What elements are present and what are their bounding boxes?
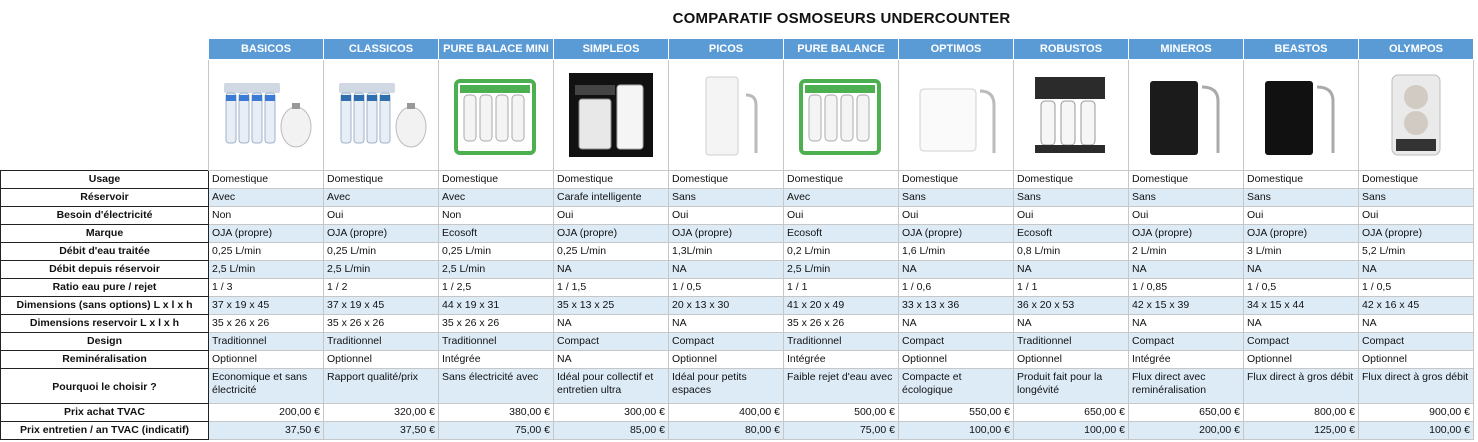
row-label: Débit depuis réservoir — [1, 261, 209, 279]
table-cell: NA — [669, 261, 784, 279]
table-cell: Oui — [669, 207, 784, 225]
product-image-row — [1, 60, 1474, 171]
table-cell: NA — [554, 351, 669, 369]
table-cell: Optionnel — [899, 351, 1014, 369]
beastos-unit — [1244, 60, 1358, 170]
model-header: SIMPLEOS — [554, 39, 669, 60]
table-cell: 0,25 L/min — [439, 243, 554, 261]
table-cell: NA — [1014, 315, 1129, 333]
comparison-table — [0, 38, 1474, 440]
table-cell: NA — [554, 261, 669, 279]
table-cell: 380,00 € — [439, 404, 554, 422]
table-cell: 35 x 26 x 26 — [784, 315, 899, 333]
table-cell: Domestique — [1244, 171, 1359, 189]
table-cell: Avec — [209, 189, 324, 207]
table-cell: Compacte et écologique — [899, 369, 1014, 404]
table-cell: 80,00 € — [669, 422, 784, 440]
table-cell: 400,00 € — [669, 404, 784, 422]
table-cell: Non — [439, 207, 554, 225]
product-image-cell — [1244, 60, 1359, 171]
table-cell: NA — [1014, 261, 1129, 279]
table-cell: 900,00 € — [1359, 404, 1474, 422]
product-image-cell — [1129, 60, 1244, 171]
row-label: Prix entretien / an TVAC (indicatif) — [1, 422, 209, 440]
table-cell: 85,00 € — [554, 422, 669, 440]
table-cell: Sans électricité avec — [439, 369, 554, 404]
table-row — [1, 279, 1474, 297]
table-cell: OJA (propre) — [899, 225, 1014, 243]
model-header: ROBUSTOS — [1014, 39, 1129, 60]
table-cell: 100,00 € — [1359, 422, 1474, 440]
table-cell: Sans — [1244, 189, 1359, 207]
table-row — [1, 315, 1474, 333]
table-cell: Oui — [1359, 207, 1474, 225]
table-cell: 3 L/min — [1244, 243, 1359, 261]
table-cell: Intégrée — [1129, 351, 1244, 369]
table-cell: Sans — [669, 189, 784, 207]
table-cell: 2 L/min — [1129, 243, 1244, 261]
table-cell: Oui — [554, 207, 669, 225]
model-header: OLYMPOS — [1359, 39, 1474, 60]
table-row — [1, 297, 1474, 315]
table-cell: Flux direct à gros débit — [1244, 369, 1359, 404]
table-cell: 200,00 € — [209, 404, 324, 422]
table-cell: Oui — [784, 207, 899, 225]
table-cell: Optionnel — [324, 351, 439, 369]
table-cell: Optionnel — [669, 351, 784, 369]
table-cell: 35 x 26 x 26 — [439, 315, 554, 333]
table-cell: 1,6 L/min — [899, 243, 1014, 261]
row-label: Design — [1, 333, 209, 351]
table-cell: Traditionnel — [439, 333, 554, 351]
table-cell: 34 x 15 x 44 — [1244, 297, 1359, 315]
table-cell: 5,2 L/min — [1359, 243, 1474, 261]
table-cell: Idéal pour collectif et entretien ultra — [554, 369, 669, 404]
table-cell: Domestique — [1014, 171, 1129, 189]
table-cell: 35 x 26 x 26 — [209, 315, 324, 333]
table-row — [1, 225, 1474, 243]
table-cell: Sans — [1129, 189, 1244, 207]
table-cell: 320,00 € — [324, 404, 439, 422]
table-cell: Faible rejet d'eau avec — [784, 369, 899, 404]
table-cell: Intégrée — [784, 351, 899, 369]
table-cell: 42 x 16 x 45 — [1359, 297, 1474, 315]
table-cell: 1 / 0,85 — [1129, 279, 1244, 297]
table-cell: 2,5 L/min — [324, 261, 439, 279]
table-cell: 41 x 20 x 49 — [784, 297, 899, 315]
table-cell: NA — [554, 315, 669, 333]
table-cell: Flux direct à gros débit — [1359, 369, 1474, 404]
table-cell: NA — [1129, 315, 1244, 333]
table-cell: Non — [209, 207, 324, 225]
table-cell: 100,00 € — [1014, 422, 1129, 440]
table-cell: Ecosoft — [439, 225, 554, 243]
table-cell: 44 x 19 x 31 — [439, 297, 554, 315]
table-cell: 20 x 13 x 30 — [669, 297, 784, 315]
table-row — [1, 369, 1474, 404]
table-cell: Compact — [899, 333, 1014, 351]
table-cell: Optionnel — [1244, 351, 1359, 369]
table-cell: Optionnel — [1359, 351, 1474, 369]
table-cell: Domestique — [784, 171, 899, 189]
table-cell: 36 x 20 x 53 — [1014, 297, 1129, 315]
table-cell: Economique et sans électricité — [209, 369, 324, 404]
table-cell: 75,00 € — [439, 422, 554, 440]
table-row — [1, 422, 1474, 440]
table-cell: Compact — [1244, 333, 1359, 351]
table-cell: 650,00 € — [1014, 404, 1129, 422]
table-cell: Domestique — [324, 171, 439, 189]
product-image-cell — [209, 60, 324, 171]
table-cell: 125,00 € — [1244, 422, 1359, 440]
picos-unit — [669, 60, 783, 170]
product-image-cell — [1359, 60, 1474, 171]
table-cell: Avec — [439, 189, 554, 207]
table-cell: 1 / 1,5 — [554, 279, 669, 297]
table-cell: NA — [899, 261, 1014, 279]
table-cell: 1 / 1 — [784, 279, 899, 297]
image-row-spacer — [1, 60, 209, 171]
table-cell: Avec — [784, 189, 899, 207]
olympos-unit — [1359, 60, 1473, 170]
table-cell: Sans — [1014, 189, 1129, 207]
table-cell: NA — [1244, 315, 1359, 333]
product-image-cell — [554, 60, 669, 171]
row-label: Pourquoi le choisir ? — [1, 369, 209, 404]
table-cell: Optionnel — [1014, 351, 1129, 369]
row-label: Usage — [1, 171, 209, 189]
table-cell: Produit fait pour la longévité — [1014, 369, 1129, 404]
table-cell: 1 / 0,6 — [899, 279, 1014, 297]
table-cell: 0,2 L/min — [784, 243, 899, 261]
row-label: Débit d'eau traitée — [1, 243, 209, 261]
table-cell: 800,00 € — [1244, 404, 1359, 422]
table-cell: 0,8 L/min — [1014, 243, 1129, 261]
table-cell: OJA (propre) — [554, 225, 669, 243]
table-cell: Oui — [1129, 207, 1244, 225]
row-label: Reminéralisation — [1, 351, 209, 369]
table-cell: Sans — [1359, 189, 1474, 207]
table-cell: Optionnel — [209, 351, 324, 369]
table-cell: Compact — [1129, 333, 1244, 351]
product-image-cell — [899, 60, 1014, 171]
pure-balance-unit — [784, 60, 898, 170]
table-row — [1, 243, 1474, 261]
table-cell: 100,00 € — [899, 422, 1014, 440]
table-cell: OJA (propre) — [1244, 225, 1359, 243]
table-cell: Compact — [669, 333, 784, 351]
table-cell: 2,5 L/min — [439, 261, 554, 279]
table-cell: 2,5 L/min — [209, 261, 324, 279]
table-cell: OJA (propre) — [1359, 225, 1474, 243]
table-row — [1, 333, 1474, 351]
table-row — [1, 261, 1474, 279]
model-header: PURE BALACE MINI — [439, 39, 554, 60]
row-label: Prix achat TVAC — [1, 404, 209, 422]
table-cell: 37,50 € — [209, 422, 324, 440]
page-title — [0, 0, 1478, 38]
table-cell: 1 / 2 — [324, 279, 439, 297]
table-row — [1, 171, 1474, 189]
product-image-cell — [669, 60, 784, 171]
table-cell: 35 x 13 x 25 — [554, 297, 669, 315]
table-cell: Oui — [1014, 207, 1129, 225]
model-header: BEASTOS — [1244, 39, 1359, 60]
table-cell: NA — [1359, 315, 1474, 333]
row-label: Marque — [1, 225, 209, 243]
table-cell: Traditionnel — [324, 333, 439, 351]
table-cell: OJA (propre) — [209, 225, 324, 243]
table-cell: 1 / 1 — [1014, 279, 1129, 297]
table-cell: Intégrée — [439, 351, 554, 369]
table-cell: Ecosoft — [1014, 225, 1129, 243]
table-cell: 35 x 26 x 26 — [324, 315, 439, 333]
table-cell: Domestique — [1129, 171, 1244, 189]
table-cell: Rapport qualité/prix — [324, 369, 439, 404]
table-cell: 550,00 € — [899, 404, 1014, 422]
table-cell: Flux direct avec reminéralisation — [1129, 369, 1244, 404]
table-cell: Domestique — [209, 171, 324, 189]
table-cell: 1 / 0,5 — [1244, 279, 1359, 297]
table-cell: NA — [1129, 261, 1244, 279]
table-cell: 2,5 L/min — [784, 261, 899, 279]
basicos-ro-unit — [209, 60, 323, 170]
table-cell: NA — [1359, 261, 1474, 279]
table-cell: Carafe intelligente — [554, 189, 669, 207]
table-cell: 1 / 3 — [209, 279, 324, 297]
table-cell: OJA (propre) — [324, 225, 439, 243]
table-cell: Sans — [899, 189, 1014, 207]
model-header: OPTIMOS — [899, 39, 1014, 60]
table-cell: Traditionnel — [209, 333, 324, 351]
table-cell: 0,25 L/min — [209, 243, 324, 261]
table-cell: NA — [669, 315, 784, 333]
row-label: Dimensions reservoir L x l x h — [1, 315, 209, 333]
table-cell: 1 / 2,5 — [439, 279, 554, 297]
product-image-cell — [324, 60, 439, 171]
table-cell: Ecosoft — [784, 225, 899, 243]
pure-balace-mini-unit — [439, 60, 553, 170]
table-cell: Avec — [324, 189, 439, 207]
table-cell: 1 / 0,5 — [669, 279, 784, 297]
row-label: Besoin d'électricité — [1, 207, 209, 225]
row-label: Ratio eau pure / rejet — [1, 279, 209, 297]
table-cell: 37,50 € — [324, 422, 439, 440]
table-cell: Traditionnel — [1014, 333, 1129, 351]
row-label: Dimensions (sans options) L x l x h — [1, 297, 209, 315]
table-cell: Idéal pour petits espaces — [669, 369, 784, 404]
table-cell: 0,25 L/min — [324, 243, 439, 261]
table-cell: 37 x 19 x 45 — [209, 297, 324, 315]
robustos-unit — [1014, 60, 1128, 170]
table-row — [1, 189, 1474, 207]
simpleos-carafe-unit — [554, 60, 668, 170]
table-cell: Domestique — [554, 171, 669, 189]
table-cell: 300,00 € — [554, 404, 669, 422]
table-row — [1, 404, 1474, 422]
table-cell: Oui — [899, 207, 1014, 225]
table-cell: 75,00 € — [784, 422, 899, 440]
table-cell: 500,00 € — [784, 404, 899, 422]
table-cell: 37 x 19 x 45 — [324, 297, 439, 315]
table-cell: 33 x 13 x 36 — [899, 297, 1014, 315]
table-cell: 1,3L/min — [669, 243, 784, 261]
table-cell: NA — [899, 315, 1014, 333]
table-cell: Domestique — [439, 171, 554, 189]
table-row — [1, 351, 1474, 369]
table-cell: Oui — [324, 207, 439, 225]
table-cell: Compact — [554, 333, 669, 351]
optimos-unit — [899, 60, 1013, 170]
table-cell: Domestique — [899, 171, 1014, 189]
corner-cell — [1, 39, 209, 60]
model-header: MINEROS — [1129, 39, 1244, 60]
model-header: BASICOS — [209, 39, 324, 60]
table-cell: 1 / 0,5 — [1359, 279, 1474, 297]
table-cell: Domestique — [1359, 171, 1474, 189]
mineros-unit — [1129, 60, 1243, 170]
model-header: PICOS — [669, 39, 784, 60]
table-cell: OJA (propre) — [669, 225, 784, 243]
table-cell: Domestique — [669, 171, 784, 189]
product-image-cell — [439, 60, 554, 171]
model-header: PURE BALANCE — [784, 39, 899, 60]
table-cell: Compact — [1359, 333, 1474, 351]
table-row — [1, 207, 1474, 225]
model-header: CLASSICOS — [324, 39, 439, 60]
table-cell: 650,00 € — [1129, 404, 1244, 422]
table-cell: Oui — [1244, 207, 1359, 225]
product-image-cell — [784, 60, 899, 171]
product-image-cell — [1014, 60, 1129, 171]
table-cell: Traditionnel — [784, 333, 899, 351]
table-cell: 0,25 L/min — [554, 243, 669, 261]
classicos-ro-unit — [324, 60, 438, 170]
table-cell: NA — [1244, 261, 1359, 279]
model-header-row — [1, 39, 1474, 60]
table-cell: OJA (propre) — [1129, 225, 1244, 243]
table-cell: 200,00 € — [1129, 422, 1244, 440]
table-cell: 42 x 15 x 39 — [1129, 297, 1244, 315]
page-title-text: COMPARATIF OSMOSEURS UNDERCOUNTER — [672, 10, 1011, 27]
row-label: Réservoir — [1, 189, 209, 207]
